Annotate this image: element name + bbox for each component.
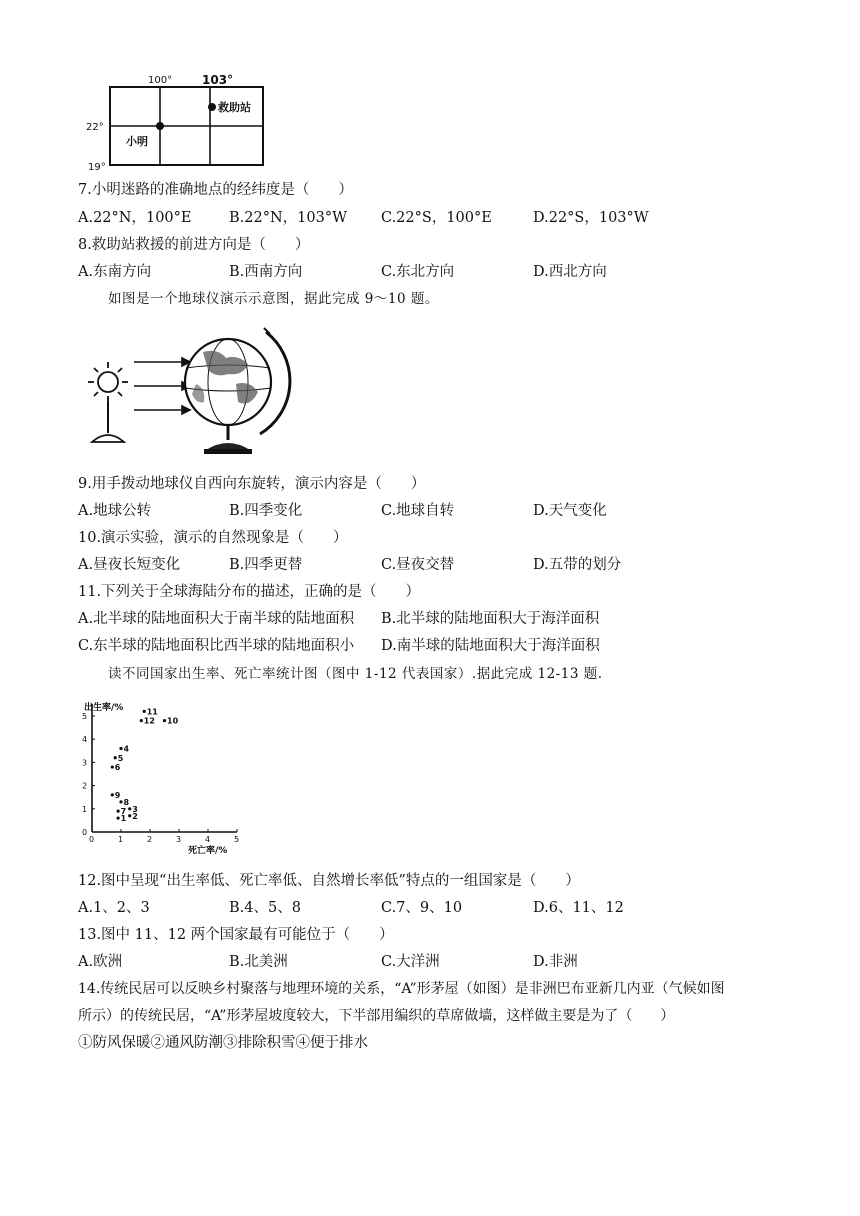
q9-option-a[interactable]: A.地球公转 [78,503,152,519]
sun-lamp-icon [88,362,128,442]
globe-icon [185,328,290,454]
data-label-8: 8 [123,797,130,807]
q9-option-d[interactable]: D.天气变化 [533,503,607,519]
person-point [156,122,164,130]
data-label-9: 9 [114,790,121,800]
q9-stem: 9.用手拨动地球仪自西向东旋转，演示内容是（ ） [78,476,426,492]
chart-xlabel: 死亡率/% [188,846,228,856]
q13-option-c[interactable]: C.大洋洲 [381,954,440,970]
x-tick-label: 3 [176,835,182,844]
y-tick-label: 2 [82,781,88,791]
data-point-6 [111,765,114,768]
y-tick-label: 5 [82,712,88,721]
q8-option-b[interactable]: B.西南方向 [229,264,303,280]
intro-12-13: 读不同国家出生率、死亡率统计图（图中 1-12 代表国家）.据此完成 12-13 题. [108,666,603,682]
intro-9-10: 如图是一个地球仪演示示意图，据此完成 9～10 题。 [108,291,439,307]
q13-option-d[interactable]: D.非洲 [533,954,578,970]
x-tick-label: 1 [118,835,124,844]
data-label-6: 6 [114,763,121,773]
station-label: 救助站 [218,101,251,114]
q7-option-d[interactable]: D.22°S，103°W [533,210,649,226]
q13-stem: 13.图中 11、12 两个国家最有可能位于（ ） [78,927,394,943]
data-point-7 [117,810,120,813]
q11-option-d[interactable]: D.南半球的陆地面积大于海洋面积 [381,638,600,654]
data-point-10 [163,719,166,722]
y-tick-label: 1 [82,804,88,814]
q10-option-b[interactable]: B.四季更替 [229,557,303,573]
data-label-1: 1 [120,814,127,824]
lat-label-19: 19° [88,162,106,173]
q11-option-b[interactable]: B.北半球的陆地面积大于海洋面积 [381,611,600,627]
data-point-4 [119,747,122,750]
q13-option-a[interactable]: A.欧洲 [78,954,123,970]
data-label-12: 12 [143,716,155,726]
q14-choices: ①防风保暖②通风防潮③排除积雪④便于排水 [78,1035,368,1051]
q13-option-b[interactable]: B.北美洲 [229,954,288,970]
q8-option-a[interactable]: A.东南方向 [78,264,152,280]
q11-option-c[interactable]: C.东半球的陆地面积比西半球的陆地面积小 [78,638,355,654]
person-label: 小明 [126,135,148,148]
q12-option-b[interactable]: B.4、5、8 [229,900,301,916]
y-tick-label: 4 [82,735,88,745]
lon-label-100: 100° [148,75,173,86]
q10-option-a[interactable]: A.昼夜长短变化 [78,557,181,573]
globe-demo-figure [78,318,278,463]
light-arrows [134,358,190,414]
q11-stem: 11.下列关于全球海陆分布的描述，正确的是（ ） [78,584,421,600]
data-label-4: 4 [123,744,130,754]
q9-option-c[interactable]: C.地球自转 [381,503,455,519]
data-point-2 [128,814,131,817]
q8-option-d[interactable]: D.西北方向 [533,264,607,280]
q10-option-c[interactable]: C.昼夜交替 [381,557,455,573]
x-tick-label: 4 [205,835,211,844]
q12-option-a[interactable]: A.1、2、3 [78,900,150,916]
q8-stem: 8.救助站救援的前进方向是（ ） [78,237,310,253]
data-label-2: 2 [132,811,138,821]
data-label-10: 10 [167,716,179,726]
q10-option-d[interactable]: D.五带的划分 [533,557,622,573]
data-label-7: 7 [120,807,127,817]
q7-option-b[interactable]: B.22°N，103°W [229,210,347,226]
y-tick-label: 0 [82,828,88,837]
q7-stem: 7.小明迷路的准确地点的经纬度是（ ） [78,182,353,198]
data-point-9 [111,793,114,796]
birth-death-rate-chart [72,696,252,861]
q7-option-a[interactable]: A.22°N，100°E [78,210,192,226]
q9-option-b[interactable]: B.四季变化 [229,503,303,519]
data-point-1 [117,816,120,819]
data-point-5 [114,756,117,759]
station-point [208,103,216,111]
lat-label-22: 22° [86,122,104,133]
x-tick-label: 5 [234,835,240,844]
data-point-3 [128,807,131,810]
q8-option-c[interactable]: C.东北方向 [381,264,455,280]
q11-option-a[interactable]: A.北半球的陆地面积大于南半球的陆地面积 [78,611,355,627]
q14-stem-line1: 14.传统民居可以反映乡村聚落与地理环境的关系，“A”形茅屋（如图）是非洲巴布亚新几内亚（气候如图 [78,981,725,997]
data-point-12 [140,719,143,722]
q12-option-d[interactable]: D.6、11、12 [533,900,624,916]
data-label-3: 3 [132,804,138,814]
q12-option-c[interactable]: C.7、9、10 [381,900,463,916]
data-label-5: 5 [117,753,124,763]
lon-label-103: 103° [202,73,234,87]
data-point-8 [119,800,122,803]
q7-option-c[interactable]: C.22°S，100°E [381,210,492,226]
data-point-11 [143,710,146,713]
q12-stem: 12.图中呈现“出生率低、死亡率低、自然增长率低”特点的一组国家是（ ） [78,873,580,889]
y-tick-label: 3 [82,758,88,768]
q10-stem: 10.演示实验，演示的自然现象是（ ） [78,530,348,546]
data-label-11: 11 [146,707,158,717]
chart-ylabel: 出生率/% [84,703,124,713]
x-tick-label: 2 [147,835,153,844]
q14-stem-line2: 所示）的传统民居，“A”形茅屋坡度较大，下半部用编织的草席做墙，这样做主要是为了（ ） [78,1008,675,1024]
latlon-grid-figure [80,70,280,180]
x-tick-label: 0 [89,835,95,844]
